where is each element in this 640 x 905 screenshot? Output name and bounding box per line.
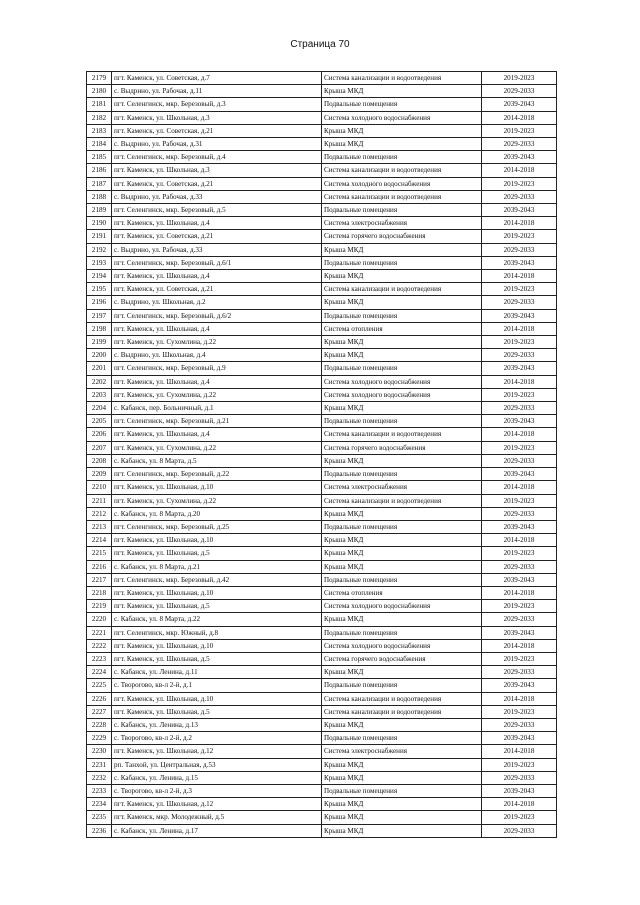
table-row [87,560,557,573]
table-row [87,230,557,243]
address-cell: пгт. Каменск, ул. Школьная, д.3 [112,111,322,124]
period-cell: 2014-2018 [482,639,557,652]
table-row [87,494,557,507]
system-cell: Система канализации и водоотведения [322,692,482,705]
period-cell: 2039-2043 [482,626,557,639]
period-cell: 2014-2018 [482,270,557,283]
address-cell: с. Выдрино, ул. Рабочая, д.33 [112,243,322,256]
row-number-cell: 2181 [87,98,112,111]
period-cell: 2014-2018 [482,322,557,335]
row-number-cell: 2227 [87,705,112,718]
system-cell: Крыша МКД [322,798,482,811]
system-cell: Крыша МКД [322,758,482,771]
system-cell: Система электроснабжения [322,217,482,230]
row-number-cell: 2195 [87,283,112,296]
row-number-cell: 2221 [87,626,112,639]
address-cell: пгт. Каменск, ул. Школьная, д.10 [112,481,322,494]
system-cell: Система холодного водоснабжения [322,388,482,401]
period-cell: 2039-2043 [482,151,557,164]
address-cell: пгт. Каменск, ул. Школьная, д.5 [112,600,322,613]
period-cell: 2014-2018 [482,481,557,494]
table-row [87,534,557,547]
table-row [87,243,557,256]
address-cell: пгт. Каменск, ул. Школьная, д.10 [112,586,322,599]
table-row [87,586,557,599]
period-cell: 2029-2033 [482,190,557,203]
table-row [87,666,557,679]
table-row [87,322,557,335]
table-row [87,151,557,164]
address-cell: с. Выдрино, ул. Рабочая, д.31 [112,138,322,151]
table-row [87,732,557,745]
table-row [87,798,557,811]
address-cell: с. Кабанск, ул. Ленина, д.15 [112,771,322,784]
address-cell: пгт. Селенгинск, мкр. Березовый, д.6/2 [112,309,322,322]
system-cell: Подвальные помещения [322,626,482,639]
table-row [87,415,557,428]
address-cell: с. Кабанск, пер. Больничный, д.1 [112,402,322,415]
period-cell: 2014-2018 [482,798,557,811]
period-cell: 2019-2023 [482,600,557,613]
period-cell: 2029-2033 [482,771,557,784]
system-cell: Крыша МКД [322,243,482,256]
row-number-cell: 2234 [87,798,112,811]
period-cell: 2029-2033 [482,718,557,731]
row-number-cell: 2205 [87,415,112,428]
system-cell: Подвальные помещения [322,256,482,269]
register-table [86,71,557,838]
table-row [87,824,557,837]
row-number-cell: 2222 [87,639,112,652]
system-cell: Крыша МКД [322,454,482,467]
period-cell: 2029-2033 [482,296,557,309]
table-row [87,85,557,98]
system-cell: Система канализации и водоотведения [322,72,482,85]
row-number-cell: 2235 [87,811,112,824]
row-number-cell: 2212 [87,507,112,520]
period-cell: 2019-2023 [482,388,557,401]
address-cell: пгт. Каменск, ул. Школьная, д.10 [112,534,322,547]
address-cell: пгт. Каменск, ул. Школьная, д.3 [112,164,322,177]
table-row [87,507,557,520]
address-cell: с. Выдрино, ул. Рабочая, д.33 [112,190,322,203]
system-cell: Крыша МКД [322,718,482,731]
address-cell: пгт. Селенгинск, мкр. Березовый, д.21 [112,415,322,428]
table-row [87,745,557,758]
address-cell: пгт. Селенгинск, мкр. Южный, д.8 [112,626,322,639]
period-cell: 2014-2018 [482,586,557,599]
row-number-cell: 2233 [87,784,112,797]
address-cell: пгт. Каменск, ул. Советская, д.21 [112,230,322,243]
system-cell: Система отопления [322,586,482,599]
table-row [87,652,557,665]
system-cell: Система горячего водоснабжения [322,230,482,243]
row-number-cell: 2200 [87,349,112,362]
address-cell: пгт. Каменск, ул. Сухомлина, д.22 [112,494,322,507]
address-cell: пгт. Каменск, мкр. Молодежный, д.5 [112,811,322,824]
period-cell: 2014-2018 [482,534,557,547]
row-number-cell: 2206 [87,428,112,441]
period-cell: 2029-2033 [482,824,557,837]
row-number-cell: 2182 [87,111,112,124]
system-cell: Подвальные помещения [322,98,482,111]
table-row [87,811,557,824]
row-number-cell: 2186 [87,164,112,177]
table-row [87,111,557,124]
period-cell: 2029-2033 [482,507,557,520]
system-cell: Подвальные помещения [322,468,482,481]
system-cell: Крыша МКД [322,349,482,362]
period-cell: 2014-2018 [482,164,557,177]
address-cell: с. Кабанск, ул. 8 Марта, д.5 [112,454,322,467]
row-number-cell: 2183 [87,124,112,137]
period-cell: 2039-2043 [482,362,557,375]
system-cell: Крыша МКД [322,336,482,349]
period-cell: 2039-2043 [482,468,557,481]
system-cell: Крыша МКД [322,507,482,520]
table-row [87,270,557,283]
table-row [87,138,557,151]
table-row [87,705,557,718]
address-cell: пгт. Каменск, ул. Сухомлина, д.22 [112,336,322,349]
period-cell: 2029-2033 [482,454,557,467]
system-cell: Крыша МКД [322,547,482,560]
row-number-cell: 2197 [87,309,112,322]
system-cell: Крыша МКД [322,534,482,547]
address-cell: с. Кабанск, ул. Ленина, д.17 [112,824,322,837]
period-cell: 2039-2043 [482,256,557,269]
address-cell: с. Творогово, кв-л 2-й, д.2 [112,732,322,745]
table-row [87,283,557,296]
system-cell: Система канализации и водоотведения [322,190,482,203]
system-cell: Система горячего водоснабжения [322,652,482,665]
address-cell: пгт. Селенгинск, мкр. Березовый, д.42 [112,573,322,586]
system-cell: Подвальные помещения [322,573,482,586]
row-number-cell: 2191 [87,230,112,243]
table-row [87,296,557,309]
address-cell: пгт. Селенгинск, мкр. Березовый, д.5 [112,204,322,217]
row-number-cell: 2202 [87,375,112,388]
table-row [87,771,557,784]
address-cell: пгт. Селенгинск, мкр. Березовый, д.4 [112,151,322,164]
table-row [87,626,557,639]
row-number-cell: 2220 [87,613,112,626]
table-row [87,388,557,401]
system-cell: Система холодного водоснабжения [322,600,482,613]
table-row [87,468,557,481]
register-table-body [87,72,557,838]
address-cell: с. Кабанск, ул. 8 Марта, д.21 [112,560,322,573]
address-cell: пгт. Каменск, ул. Школьная, д.4 [112,375,322,388]
row-number-cell: 2185 [87,151,112,164]
address-cell: пгт. Каменск, ул. Школьная, д.4 [112,428,322,441]
system-cell: Система холодного водоснабжения [322,111,482,124]
address-cell: рп. Танхой, ул. Центральная, д.53 [112,758,322,771]
period-cell: 2019-2023 [482,283,557,296]
period-cell: 2029-2033 [482,243,557,256]
period-cell: 2019-2023 [482,811,557,824]
period-cell: 2039-2043 [482,309,557,322]
address-cell: пгт. Каменск, ул. Школьная, д.12 [112,798,322,811]
row-number-cell: 2194 [87,270,112,283]
period-cell: 2014-2018 [482,428,557,441]
row-number-cell: 2236 [87,824,112,837]
page-title: Страница 70 [290,39,350,50]
system-cell: Крыша МКД [322,270,482,283]
address-cell: с. Кабанск, ул. Ленина, д.11 [112,666,322,679]
row-number-cell: 2204 [87,402,112,415]
table-row [87,679,557,692]
system-cell: Подвальные помещения [322,415,482,428]
table-row [87,600,557,613]
period-cell: 2029-2033 [482,85,557,98]
period-cell: 2039-2043 [482,98,557,111]
table-row [87,98,557,111]
system-cell: Подвальные помещения [322,784,482,797]
period-cell: 2019-2023 [482,72,557,85]
system-cell: Крыша МКД [322,138,482,151]
table-row [87,758,557,771]
row-number-cell: 2184 [87,138,112,151]
table-row [87,72,557,85]
table-row [87,692,557,705]
system-cell: Крыша МКД [322,666,482,679]
system-cell: Система холодного водоснабжения [322,177,482,190]
period-cell: 2039-2043 [482,520,557,533]
table-row [87,190,557,203]
table-row [87,454,557,467]
period-cell: 2019-2023 [482,441,557,454]
table-row [87,124,557,137]
table-row [87,613,557,626]
row-number-cell: 2209 [87,468,112,481]
period-cell: 2019-2023 [482,547,557,560]
period-cell: 2019-2023 [482,758,557,771]
system-cell: Система отопления [322,322,482,335]
table-row [87,402,557,415]
address-cell: с. Кабанск, ул. 8 Марта, д.22 [112,613,322,626]
address-cell: пгт. Селенгинск, мкр. Березовый, д.9 [112,362,322,375]
system-cell: Подвальные помещения [322,679,482,692]
period-cell: 2039-2043 [482,415,557,428]
system-cell: Крыша МКД [322,771,482,784]
period-cell: 2019-2023 [482,336,557,349]
table-row [87,164,557,177]
period-cell: 2014-2018 [482,745,557,758]
system-cell: Система канализации и водоотведения [322,705,482,718]
system-cell: Крыша МКД [322,824,482,837]
address-cell: пгт. Каменск, ул. Школьная, д.5 [112,705,322,718]
table-row [87,375,557,388]
system-cell: Система электроснабжения [322,481,482,494]
system-cell: Подвальные помещения [322,732,482,745]
system-cell: Подвальные помещения [322,151,482,164]
period-cell: 2014-2018 [482,111,557,124]
period-cell: 2014-2018 [482,217,557,230]
system-cell: Система канализации и водоотведения [322,164,482,177]
row-number-cell: 2180 [87,85,112,98]
period-cell: 2039-2043 [482,573,557,586]
address-cell: с. Творогово, кв-л 2-й, д.3 [112,784,322,797]
system-cell: Подвальные помещения [322,204,482,217]
row-number-cell: 2229 [87,732,112,745]
system-cell: Подвальные помещения [322,520,482,533]
table-row [87,362,557,375]
period-cell: 2014-2018 [482,692,557,705]
address-cell: пгт. Каменск, ул. Советская, д.7 [112,72,322,85]
table-row [87,336,557,349]
row-number-cell: 2226 [87,692,112,705]
table-row [87,428,557,441]
period-cell: 2029-2033 [482,666,557,679]
system-cell: Подвальные помещения [322,362,482,375]
system-cell: Система холодного водоснабжения [322,375,482,388]
row-number-cell: 2187 [87,177,112,190]
table-row [87,784,557,797]
row-number-cell: 2198 [87,322,112,335]
table-row [87,256,557,269]
row-number-cell: 2201 [87,362,112,375]
table-row [87,217,557,230]
period-cell: 2019-2023 [482,177,557,190]
row-number-cell: 2192 [87,243,112,256]
system-cell: Крыша МКД [322,296,482,309]
address-cell: пгт. Каменск, ул. Советская, д.21 [112,177,322,190]
period-cell: 2019-2023 [482,124,557,137]
address-cell: с. Выдрино, ул. Школьная, д.4 [112,349,322,362]
row-number-cell: 2199 [87,336,112,349]
address-cell: пгт. Селенгинск, мкр. Березовый, д.3 [112,98,322,111]
address-cell: с. Кабанск, ул. Ленина, д.13 [112,718,322,731]
period-cell: 2039-2043 [482,732,557,745]
system-cell: Система холодного водоснабжения [322,639,482,652]
table-row [87,441,557,454]
system-cell: Крыша МКД [322,613,482,626]
system-cell: Система канализации и водоотведения [322,428,482,441]
row-number-cell: 2225 [87,679,112,692]
period-cell: 2014-2018 [482,375,557,388]
address-cell: пгт. Селенгинск, мкр. Березовый, д.6/1 [112,256,322,269]
period-cell: 2019-2023 [482,652,557,665]
address-cell: пгт. Селенгинск, мкр. Березовый, д.25 [112,520,322,533]
table-row [87,177,557,190]
table-row [87,718,557,731]
address-cell: пгт. Каменск, ул. Школьная, д.5 [112,652,322,665]
row-number-cell: 2228 [87,718,112,731]
period-cell: 2039-2043 [482,679,557,692]
period-cell: 2019-2023 [482,494,557,507]
row-number-cell: 2215 [87,547,112,560]
address-cell: пгт. Каменск, ул. Школьная, д.4 [112,322,322,335]
address-cell: с. Выдрино, ул. Рабочая, д.11 [112,85,322,98]
row-number-cell: 2232 [87,771,112,784]
address-cell: с. Творогово, кв-л 2-й, д.1 [112,679,322,692]
row-number-cell: 2211 [87,494,112,507]
address-cell: пгт. Каменск, ул. Советская, д.21 [112,124,322,137]
table-row [87,481,557,494]
system-cell: Система канализации и водоотведения [322,494,482,507]
row-number-cell: 2193 [87,256,112,269]
row-number-cell: 2210 [87,481,112,494]
address-cell: пгт. Каменск, ул. Школьная, д.10 [112,639,322,652]
period-cell: 2029-2033 [482,349,557,362]
address-cell: с. Кабанск, ул. 8 Марта, д.20 [112,507,322,520]
table-row [87,520,557,533]
period-cell: 2029-2033 [482,402,557,415]
system-cell: Крыша МКД [322,85,482,98]
table-row [87,204,557,217]
row-number-cell: 2188 [87,190,112,203]
system-cell: Крыша МКД [322,124,482,137]
system-cell: Крыша МКД [322,402,482,415]
row-number-cell: 2216 [87,560,112,573]
row-number-cell: 2231 [87,758,112,771]
address-cell: пгт. Каменск, ул. Школьная, д.10 [112,692,322,705]
address-cell: пгт. Каменск, ул. Школьная, д.4 [112,217,322,230]
system-cell: Система горячего водоснабжения [322,441,482,454]
row-number-cell: 2207 [87,441,112,454]
address-cell: пгт. Каменск, ул. Сухомлина, д.22 [112,388,322,401]
period-cell: 2039-2043 [482,204,557,217]
row-number-cell: 2213 [87,520,112,533]
period-cell: 2029-2033 [482,138,557,151]
table-row [87,349,557,362]
table-row [87,547,557,560]
row-number-cell: 2189 [87,204,112,217]
address-cell: пгт. Каменск, ул. Советская, д.21 [112,283,322,296]
row-number-cell: 2179 [87,72,112,85]
table-row [87,639,557,652]
row-number-cell: 2219 [87,600,112,613]
row-number-cell: 2218 [87,586,112,599]
row-number-cell: 2223 [87,652,112,665]
address-cell: пгт. Каменск, ул. Школьная, д.4 [112,270,322,283]
period-cell: 2039-2043 [482,784,557,797]
row-number-cell: 2208 [87,454,112,467]
period-cell: 2019-2023 [482,230,557,243]
system-cell: Подвальные помещения [322,309,482,322]
address-cell: пгт. Каменск, ул. Школьная, д.12 [112,745,322,758]
system-cell: Система канализации и водоотведения [322,283,482,296]
row-number-cell: 2214 [87,534,112,547]
row-number-cell: 2217 [87,573,112,586]
period-cell: 2019-2023 [482,705,557,718]
system-cell: Крыша МКД [322,811,482,824]
address-cell: пгт. Каменск, ул. Школьная, д.5 [112,547,322,560]
period-cell: 2029-2033 [482,560,557,573]
system-cell: Система электроснабжения [322,745,482,758]
row-number-cell: 2203 [87,388,112,401]
row-number-cell: 2224 [87,666,112,679]
address-cell: с. Выдрино, ул. Школьная, д.2 [112,296,322,309]
system-cell: Крыша МКД [322,560,482,573]
table-row [87,309,557,322]
row-number-cell: 2196 [87,296,112,309]
row-number-cell: 2230 [87,745,112,758]
address-cell: пгт. Каменск, ул. Сухомлина, д.22 [112,441,322,454]
period-cell: 2029-2033 [482,613,557,626]
address-cell: пгт. Селенгинск, мкр. Березовый, д.22 [112,468,322,481]
row-number-cell: 2190 [87,217,112,230]
table-row [87,573,557,586]
